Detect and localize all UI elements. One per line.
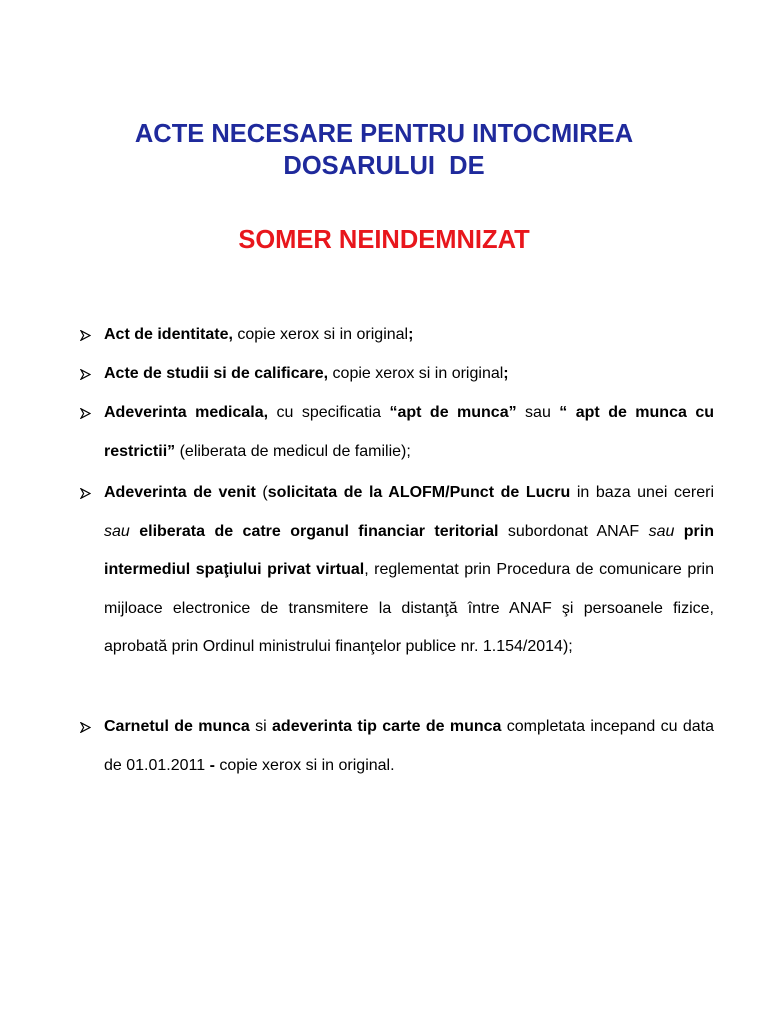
item-text-bold: solicitata de la ALOFM/Punct de Lucru	[267, 484, 571, 501]
item-text-italic: sau	[648, 522, 675, 540]
item-text-bold: “ apt de munca cu restrictii”	[104, 404, 714, 460]
item-text-bold: Acte de studii si de calificare,	[104, 365, 329, 382]
item-text: subordonat ANAF	[498, 522, 649, 540]
item-text	[674, 523, 683, 540]
item-text-bold: “apt de munca”	[389, 404, 517, 421]
item-text: (eliberata de medicul de familie);	[175, 442, 411, 460]
title-line-1: ACTE NECESARE PENTRU INTOCMIREA	[134, 120, 634, 148]
title-line-2: DOSARULUI DE	[283, 152, 485, 180]
list-item	[104, 394, 714, 471]
item-text-bold: Adeverinta de venit	[104, 484, 256, 501]
item-text-bold: adeverinta tip carte de munca	[272, 718, 502, 735]
item-text: in baza unei cereri	[570, 484, 714, 501]
item-text-bold: Act de identitate,	[104, 326, 233, 343]
list-item	[104, 474, 714, 667]
item-text: si	[249, 718, 273, 735]
item-text: copie xerox si in original	[232, 326, 409, 343]
item-text-italic: sau	[104, 522, 130, 540]
arrow-bullet-icon	[80, 316, 94, 355]
item-text: sau	[516, 404, 560, 421]
document-title	[0, 118, 768, 182]
item-text	[130, 523, 139, 540]
item-text-bold: Carnetul de munca	[104, 718, 250, 735]
document-subtitle: SOMER NEINDEMNIZAT	[238, 226, 530, 254]
list-item	[104, 316, 714, 355]
list-item	[104, 708, 714, 785]
item-text: completata incepand cu data de 01.01.2011	[104, 718, 715, 774]
item-text-bold: ;	[408, 326, 414, 343]
arrow-bullet-icon	[80, 394, 94, 433]
item-text-bold: eliberata de catre organul financiar teritorial	[139, 522, 499, 540]
item-text-bold: ;	[503, 365, 509, 382]
arrow-bullet-icon	[80, 474, 94, 513]
item-text-bold: Adeverinta medicala,	[104, 404, 269, 421]
list-item	[104, 355, 714, 394]
item-text: , reglementat prin Procedura de comunicare prin mijloace electronice de transmitere la distanţă între ANAF şi persoanele fizice, aprobată prin Ordinul ministrului finanţelor publice nr. 1.154/2014);	[104, 561, 715, 656]
arrow-bullet-icon	[80, 708, 94, 747]
item-text: copie xerox si in original.	[214, 756, 395, 774]
arrow-bullet-icon	[80, 355, 94, 394]
item-text: (	[255, 484, 268, 501]
item-text: cu specificatia	[268, 404, 390, 421]
item-text: copie xerox si in original	[328, 365, 504, 382]
item-text-bold: -	[209, 756, 215, 774]
item-text-bold: prin intermediul spaţiului privat virtual	[104, 522, 714, 579]
